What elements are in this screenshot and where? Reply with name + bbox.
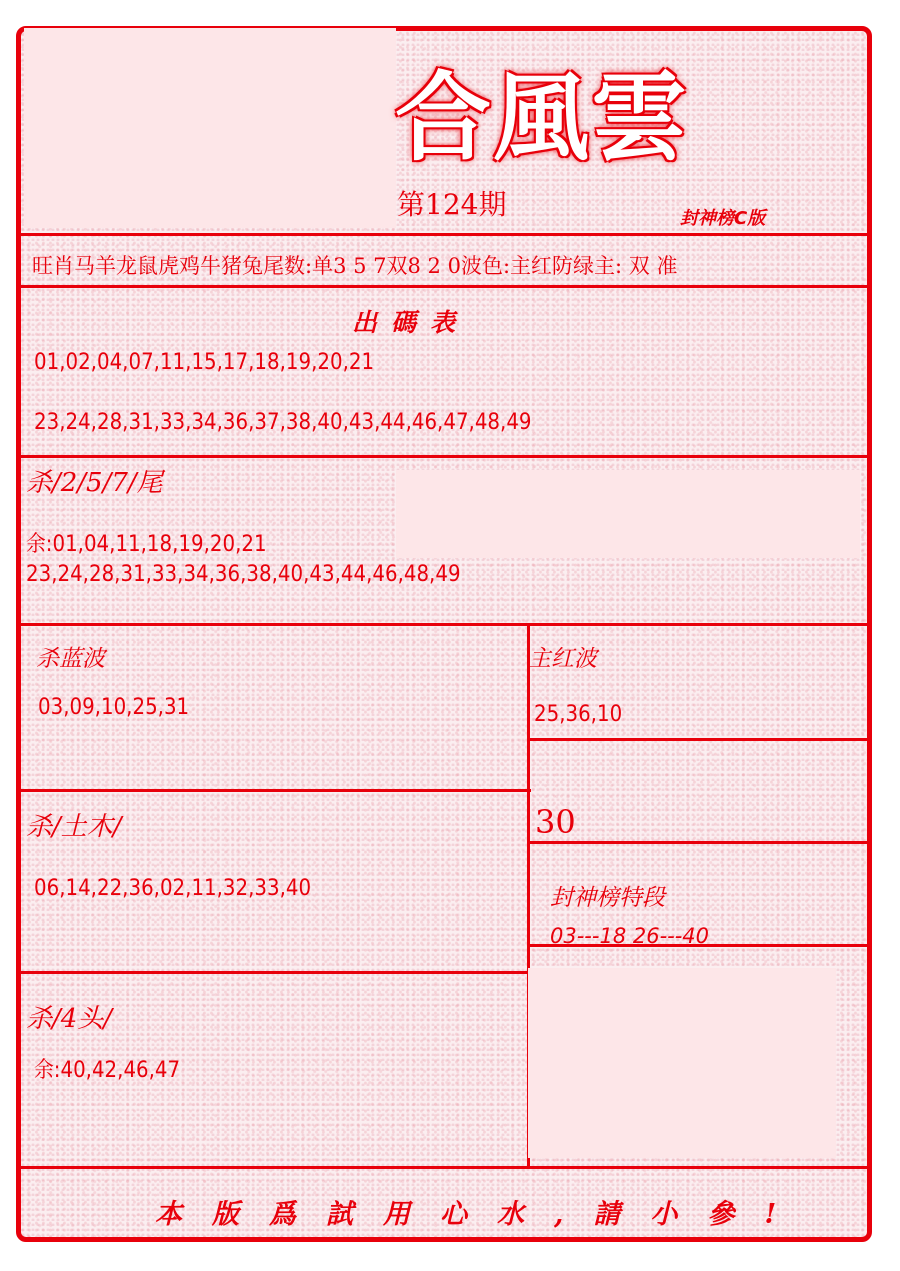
earth-wood-numbers: 06,14,22,36,02,11,32,33,40 [34,876,312,901]
tail-heading: 杀/2/5/7/尾 [26,468,163,498]
divider-line [529,841,867,844]
table-row-2: 23,24,28,31,33,34,36,37,38,40,43,44,46,47,48,49 [34,410,532,435]
head-remain: 余:40,42,46,47 [34,1058,181,1083]
divider-line [21,285,867,288]
issue-number: 第124期 [397,188,507,221]
special-range: 03---18 26---40 [550,924,710,948]
divider-line [21,455,867,458]
blue-numbers: 03,09,10,25,31 [38,695,190,720]
divider-line [529,738,867,741]
info-line: 旺肖马羊龙鼠虎鸡牛猪兔尾数:单3 5 7双8 2 0波色:主红防绿主: 双 准 [32,254,678,278]
divider-line [21,789,531,792]
red-numbers: 25,36,10 [534,702,623,727]
divider-line [21,971,531,974]
tail-remain-line-2: 23,24,28,31,33,34,36,38,40,43,44,46,48,49 [26,562,461,587]
earth-wood-heading: 杀/土木/ [26,812,122,842]
head-cover-block [528,968,836,1158]
header-cover-block [24,28,396,228]
footer-note: 本版爲試用心水,請小參! [155,1199,807,1230]
divider-line [21,1166,867,1169]
divider-line [21,233,867,236]
table-row-1: 01,02,04,07,11,15,17,18,19,20,21 [34,350,375,375]
divider-line [21,623,867,626]
red-heading: 主红波 [528,646,597,672]
head-heading: 杀/4头/ [26,1004,113,1034]
table-title: 出碼表 [352,308,470,337]
blue-heading: 杀蓝波 [36,646,105,672]
single-number: 30 [535,803,576,841]
tail-cover-block [396,470,860,558]
special-heading: 封神榜特段 [550,885,665,911]
tail-remain-line-1: 余:01,04,11,18,19,20,21 [26,532,267,557]
header-title: 合風雲 [395,61,689,174]
edition-label: 封神榜C版 [680,208,766,229]
